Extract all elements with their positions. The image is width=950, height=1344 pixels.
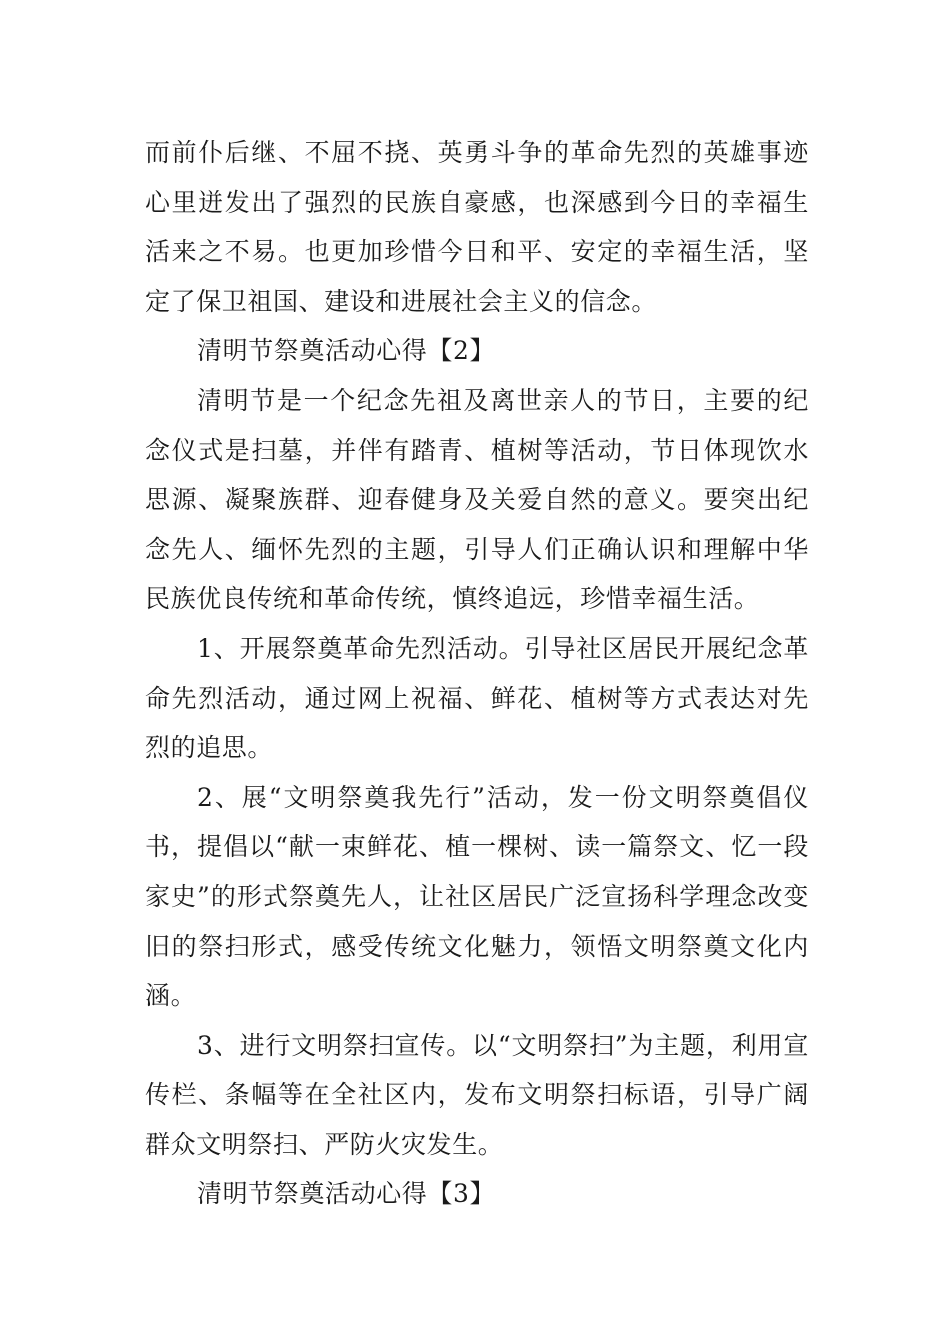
- paragraph-item-3: 3、进行文明祭扫宣传。以“文明祭扫”为主题，利用宣传栏、条幅等在全社区内，发布文明祭扫标语，引导广阔群众文明祭扫、严防火灾发生。: [145, 1030, 809, 1159]
- section-heading-2: 清明节祭奠活动心得【2】: [197, 336, 496, 366]
- document-body: [145, 128, 809, 1219]
- paragraph-item-2: 2、展“文明祭奠我先行”活动，发一份文明祭奠倡仪书，提倡以“献一束鲜花、植一棵树、读一篇祭文、忆一段家史”的形式祭奠先人，让社区居民广泛宣扬科学理念改变旧的祭扫形式，感受传统文化魅力，领悟文明祭奠文化内涵。: [145, 782, 809, 1011]
- paragraph-item-1: 1、开展祭奠革命先烈活动。引导社区居民开展纪念革命先烈活动，通过网上祝福、鲜花、植树等方式表达对先烈的追思。: [145, 633, 809, 763]
- paragraph-intro: 清明节是一个纪念先祖及离世亲人的节日，主要的纪念仪式是扫墓，并伴有踏青、植树等活动，节日体现饮水思源、凝聚族群、迎春健身及关爱自然的意义。要突出纪念先人、缅怀先烈的主题，引导人们正确认识和理解中华民族优良传统和革命传统，慎终追远，珍惜幸福生活。: [145, 385, 809, 614]
- paragraph-continuation: 而前仆后继、不屈不挠、英勇斗争的革命先烈的英雄事迹心里迸发出了强烈的民族自豪感，也深感到今日的幸福生活来之不易。也更加珍惜今日和平、安定的幸福生活，坚定了保卫祖国、建设和进展社会主义的信念。: [145, 138, 809, 316]
- section-heading-3: 清明节祭奠活动心得【3】: [197, 1179, 496, 1209]
